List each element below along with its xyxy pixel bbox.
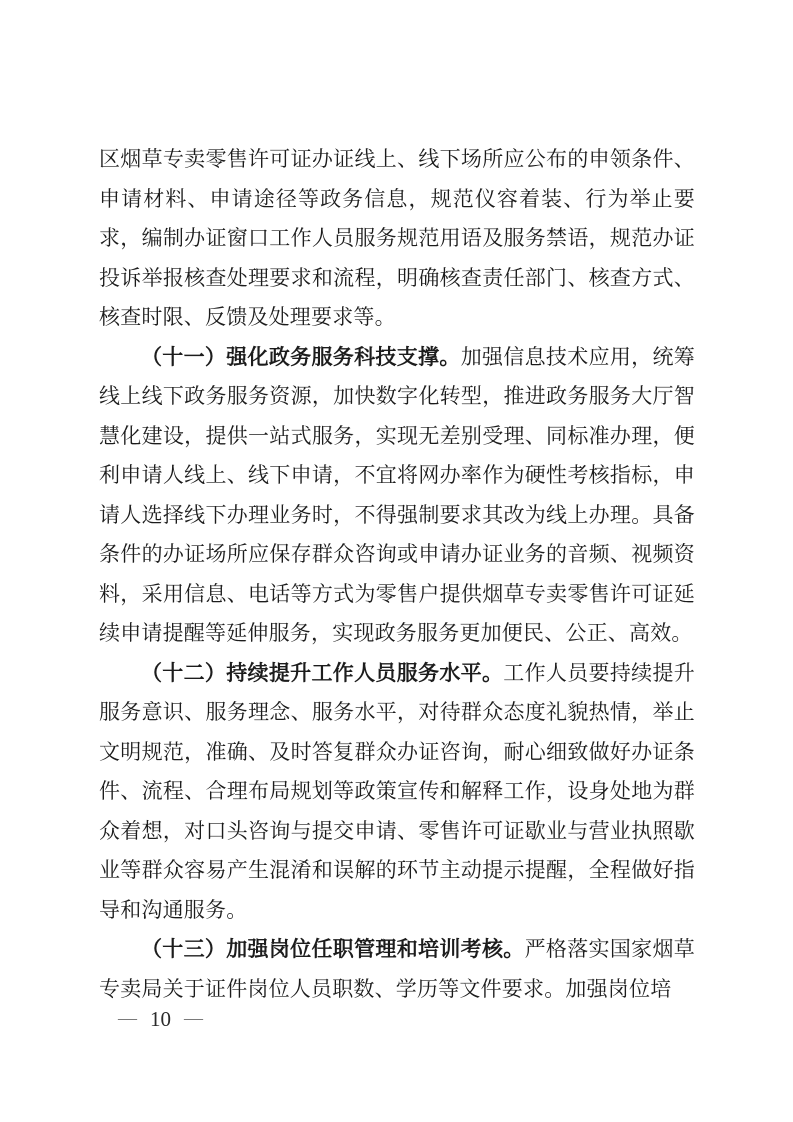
page-footer <box>118 1006 203 1032</box>
page-number: 10 <box>150 1007 171 1031</box>
paragraph-heading: （十三）加强岗位任职管理和培训考核。 <box>141 937 525 961</box>
footer-right-dash: — <box>184 1008 203 1029</box>
document-text-block <box>99 140 695 1009</box>
paragraph-body: 区烟草专卖零售许可证办证线上、线下场所应公布的申领条件、申请材料、申请途径等政务信息，规范仪容着装、行为举止要求，编制办证窗口工作人员服务规范用语及服务禁语，规范办证投诉举报核查处理要求和流程，明确核查责任部门、核查方式、核查时限、反馈及处理要求等。 <box>99 147 695 329</box>
paragraph-12 <box>99 654 695 931</box>
footer-left-dash: — <box>118 1008 137 1029</box>
paragraph-body: 严格落实国家烟草专卖局关于证件岗位人员职数、学历等文件要求。加强岗位培 <box>99 937 695 1001</box>
paragraph-body: 工作人员要持续提升服务意识、服务理念、服务水平，对待群众态度礼貌热情，举止文明规范，准确、及时答复群众办证咨询，耐心细致做好办证条件、流程、合理布局规划等政策宣传和解释工作，设身处地为群众着想，对口头咨询与提交申请、零售许可证歇业与营业执照歇业等群众容易产生混淆和误解的环节主动提示提醒，全程做好指导和沟通服务。 <box>99 660 695 922</box>
paragraph-body: 加强信息技术应用，统筹线上线下政务服务资源，加快数字化转型，推进政务服务大厅智慧化建设，提供一站式服务，实现无差别受理、同标准办理，便利申请人线上、线下申请，不宜将网办率作为硬性考核指标，申请人选择线下办理业务时，不得强制要求其改为线上办理。具备条件的办证场所应保存群众咨询或申请办证业务的音频、视频资料，采用信息、电话等方式为零售户提供烟草专卖零售许可证延续申请提醒等延伸服务，实现政务服务更加便民、公正、高效。 <box>99 344 696 645</box>
paragraph-heading: （十二）持续提升工作人员服务水平。 <box>141 660 504 685</box>
paragraph-heading: （十一）强化政务服务科技支撑。 <box>141 344 461 369</box>
paragraph-11 <box>99 338 695 654</box>
paragraph-continuation <box>99 140 695 338</box>
paragraph-13 <box>99 930 695 1009</box>
